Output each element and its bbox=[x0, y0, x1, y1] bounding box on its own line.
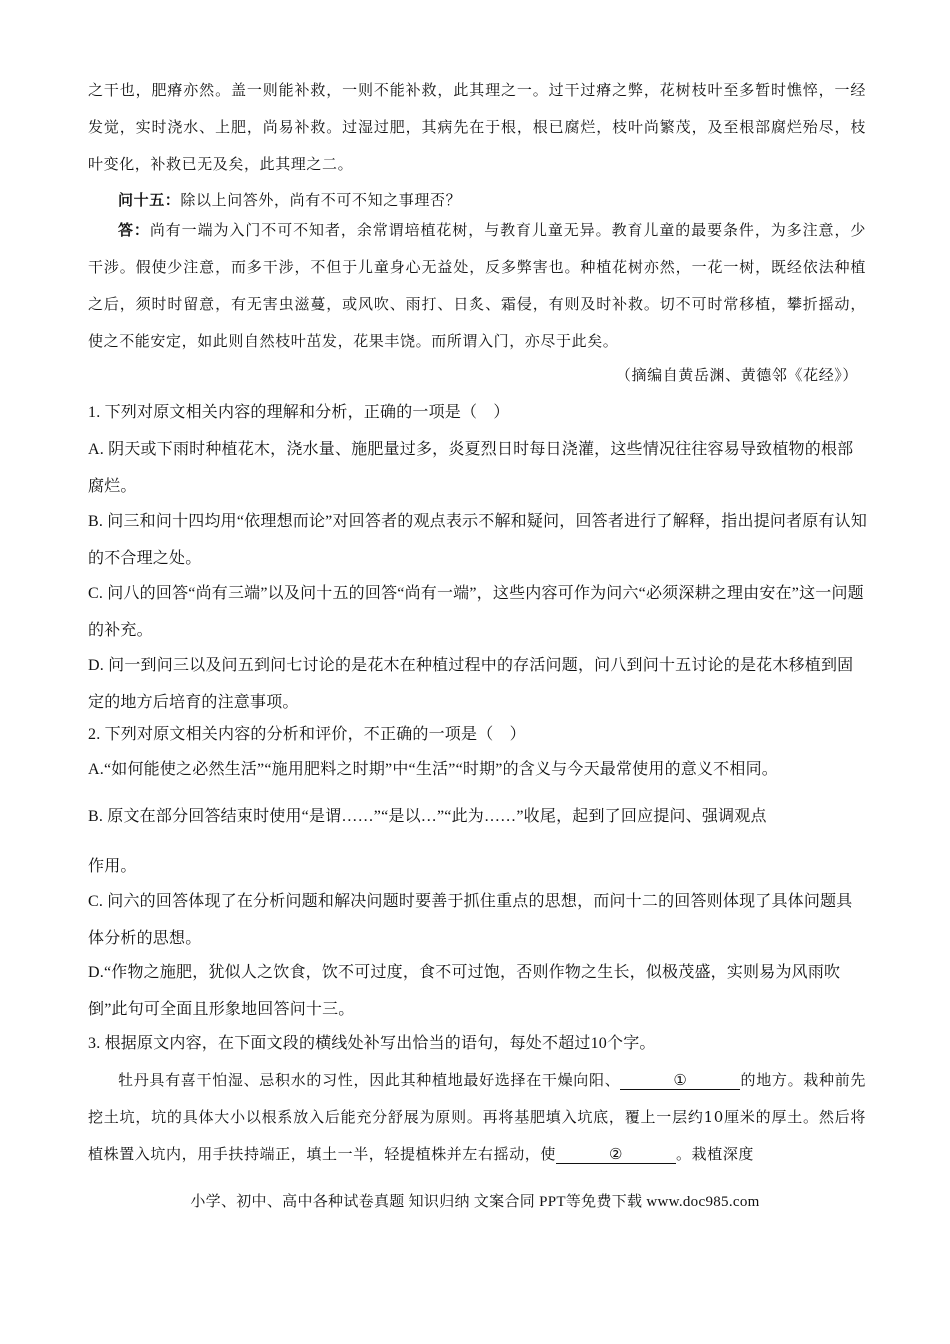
q2-option-a: A.“如何能使之必然生活”“施用肥料之时期”中“生活”“时期”的含义与今天最常使用的意义不相同。 bbox=[88, 761, 778, 778]
q3-text-1: 牡丹具有喜干怕湿、忌积水的习性，因此其种植地最好选择在干燥向阳、 bbox=[118, 1071, 621, 1089]
q1-option-a: A. 阴天或下雨时种植花木，浇水量、施肥量过多，炎夏烈日时每日浇灌，这些情况往往容易导致植物的根部腐烂。 bbox=[88, 441, 854, 495]
q1-option-d: D. 问一到问三以及问五到问七讨论的是花木在种植过程中的存活问题，问八到问十五讨论的是花木移植到固定的地方后培育的注意事项。 bbox=[88, 657, 854, 711]
q2-stem: 2. 下列对原文相关内容的分析和评价，不正确的一项是（ ） bbox=[88, 726, 526, 743]
q3-stem: 3. 根据原文内容，在下面文段的横线处补写出恰当的语句，每处不超过10个字。 bbox=[88, 1035, 656, 1052]
question-15-label: 问十五： bbox=[118, 191, 181, 209]
q1-stem: 1. 下列对原文相关内容的理解和分析，正确的一项是（ ） bbox=[88, 404, 510, 421]
q2-option-d: D.“作物之施肥，犹似人之饮食，饮不可过度，食不可过饱，否则作物之生长，似极茂盛，实则易为风雨吹倒”此句可全面且形象地回答问十三。 bbox=[88, 964, 841, 1018]
q3-fill-passage bbox=[88, 1062, 866, 1173]
passage-paragraph: 之干也，肥瘠亦然。盖一则能补救，一则不能补救，此其理之一。过干过瘠之弊，花树枝叶至多暂时憔悴，一经发觉，实时浇水、上肥，尚易补救。过湿过肥，其病先在于根，根已腐烂，枝叶尚繁茂，及至根部腐烂殆尽，枝叶变化，补救已无及矣，此其理之二。 bbox=[88, 81, 866, 173]
answer-15 bbox=[88, 212, 866, 360]
answer-15-text: 尚有一端为入门不可不知者，余常谓培植花树，与教育儿童无异。教育儿童的最要条件，为多注意，少干涉。假使少注意，而多干涉，不但于儿童身心无益处，反多弊害也。种植花树亦然，一花一树，既经依法种植之后，须时时留意，有无害虫滋蔓，或风吹、雨打、日炙、霜侵，有则及时补救。切不可时常移植，攀折摇动，使之不能安定，如此则自然枝叶茁发，花果丰饶。而所谓入门，亦尽于此矣。 bbox=[88, 221, 866, 350]
q3-text-3: 。栽植深度 bbox=[676, 1145, 755, 1163]
answer-15-label: 答： bbox=[118, 221, 150, 239]
page-footer: 小学、初中、高中各种试卷真题 知识归纳 文案合同 PPT等免费下载 www.doc985.com bbox=[190, 1194, 760, 1210]
q3-blank-1[interactable]: ① bbox=[620, 1071, 740, 1090]
source-citation: （摘编自黄岳渊、黄德邻《花经》） bbox=[615, 366, 858, 384]
question-15-text: 除以上问答外，尚有不可不知之事理否？ bbox=[180, 191, 462, 209]
q3-blank-2[interactable]: ② bbox=[556, 1145, 676, 1164]
q2-option-c: C. 问六的回答体现了在分析问题和解决问题时要善于抓住重点的思想，而问十二的回答则体现了具体问题具体分析的思想。 bbox=[88, 893, 853, 947]
q2-option-b-cont: 作用。 bbox=[88, 858, 137, 875]
q1-option-b: B. 问三和问十四均用“依理想而论”对回答者的观点表示不解和疑问，回答者进行了解释，指出提问者原有认知的不合理之处。 bbox=[88, 513, 868, 567]
q1-option-c: C. 问八的回答“尚有三端”以及问十五的回答“尚有一端”，这些内容可作为问六“必须深耕之理由安在”这一问题的补充。 bbox=[88, 585, 864, 639]
q3-text-2: 的地方。栽种前先挖土坑，坑的具体大小以根系放入后能充分舒展为原则。再将基肥填入坑底，覆上一层约10厘米的厚土。然后将植株置入坑内，用手扶持端正，填土一半，轻提植株并左右摇动，使 bbox=[88, 1071, 866, 1163]
q2-option-b: B. 原文在部分回答结束时使用“是谓……”“是以…”“此为……”收尾，起到了回应提问、强调观点 bbox=[88, 808, 767, 825]
